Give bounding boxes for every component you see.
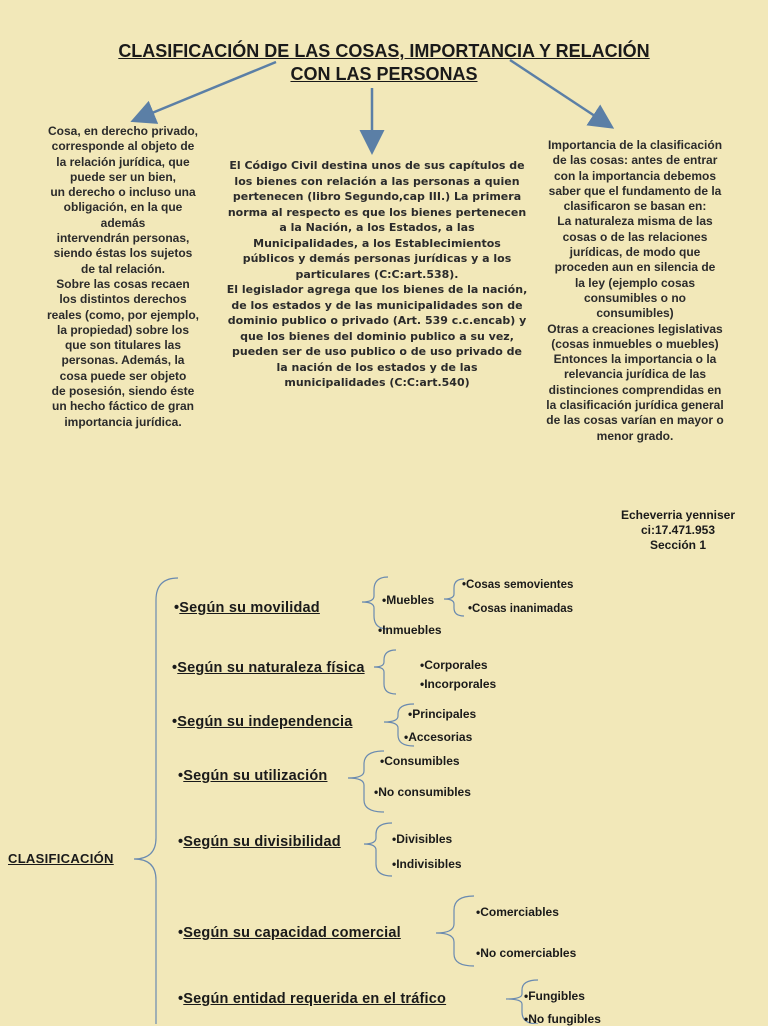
- bullet: •: [178, 991, 184, 1007]
- category-label: Según su naturaleza física: [177, 660, 365, 676]
- classification-root: CLASIFICACIÓN: [8, 851, 114, 866]
- brace-divisibilidad: [364, 823, 392, 876]
- item-principales: •Principales: [408, 707, 477, 721]
- page-title: CLASIFICACIÓN DE LAS COSAS, IMPORTANCIA Y RELACIÓN CON LAS PERSONAS: [118, 41, 650, 84]
- brace-naturaleza: [374, 650, 396, 694]
- main-brace: [134, 578, 178, 1024]
- category-naturaleza: [172, 660, 365, 676]
- bullet: •: [178, 925, 184, 941]
- author-section: Sección 1: [649, 538, 707, 552]
- category-trafico: [178, 991, 446, 1007]
- category-label: Según su capacidad comercial: [183, 925, 401, 941]
- category-movilidad: [174, 600, 320, 616]
- category-comercial: [178, 925, 401, 941]
- item-no-comerciables: •No comerciables: [476, 946, 577, 960]
- item-cosas-inanimadas: •Cosas inanimadas: [468, 603, 574, 615]
- bullet: •: [172, 714, 178, 730]
- item-indivisibles: •Indivisibles: [392, 857, 462, 871]
- brace-muebles: [444, 579, 464, 616]
- category-label: Según su independencia: [177, 714, 353, 730]
- item-fungibles: •Fungibles: [524, 989, 585, 1003]
- item-accesorias: •Accesorias: [404, 730, 473, 744]
- item-inmuebles: •Inmuebles: [378, 623, 442, 637]
- bullet: •: [178, 834, 184, 850]
- category-divisibilidad: [178, 834, 341, 850]
- item-no-fungibles: •No fungibles: [524, 1012, 601, 1026]
- category-label: Según su divisibilidad: [183, 834, 341, 850]
- item-incorporales: •Incorporales: [420, 677, 497, 691]
- category-independencia: [172, 714, 353, 730]
- definition-text: Cosa, en derecho privado, corresponde al objeto de la relación jurídica, que puede ser un bien, un derecho o incluso una obligación, en la que además intervendrán personas, siendo éstas los sujetos de tal relación. Sobre las cosas recaen los distintos derechos reales (como, por ejemplo, la propiedad) sobre los que son titulares las personas. Además, la cosa puede ser objeto de posesión, siendo éste un hecho fáctico de gran importancia jurídica.: [46, 124, 200, 429]
- importance-text: Importancia de la clasificación de las cosas: antes de entrar con la importancia debemos saber que el fundamento de la clasificaron se basan en: La naturaleza misma de las cosas o de las relaciones jurídicas, de modo que proceden aun en silencia de la ley (ejemplo cosas consumibles o no consumibles) Otras a creaciones legislativas (cosas inmuebles o muebles) Entonces la importancia o la relevancia jurídica de las distinciones comprendidas en la clasificación jurídica general de las cosas varían en mayor o menor grado.: [546, 138, 724, 443]
- item-corporales: •Corporales: [420, 658, 488, 672]
- category-label: Según entidad requerida en el tráfico: [183, 991, 447, 1007]
- category-label: Según su utilización: [183, 768, 328, 784]
- category-utilizacion: [178, 768, 327, 784]
- item-consumibles: •Consumibles: [380, 754, 460, 768]
- brace-utilizacion: [348, 751, 384, 812]
- item-cosas-semovientes: •Cosas semovientes: [462, 579, 574, 591]
- civil-code-text: El Código Civil destina unos de sus capítulos de los bienes con relación a las personas a quien pertenecen (libro Segundo,cap III.) La primera norma al respecto es que los bienes pertenecen a la Nación, a los Estados, a las Municipalidades, a los Establecimientos públicos y demás personas jurídicas y a los particulares (C:C:art.538). El legislador agrega que los bienes de la nación, de los estados y de las municipalidades son de dominio publico o privado (Art. 539 c.c.encab) y que los bienes del dominio publico a su vez, pueden ser de uso publico o de uso privado de la nación de los estados y de las municipalidades (C:C:art.540): [226, 159, 528, 389]
- author-name: Echeverria yenniser: [620, 508, 736, 522]
- brace-comercial: [436, 896, 474, 966]
- item-comerciables: •Comerciables: [476, 905, 559, 919]
- item-muebles: •Muebles: [382, 593, 435, 607]
- author-block: [598, 508, 758, 553]
- category-label: Según su movilidad: [179, 600, 320, 616]
- item-divisibles: •Divisibles: [392, 832, 453, 846]
- bullet: •: [172, 660, 178, 676]
- bullet: •: [178, 768, 184, 784]
- author-ci: ci:17.471.953: [640, 523, 716, 537]
- item-no-consumibles: •No consumibles: [374, 785, 471, 799]
- bullet: •: [174, 600, 180, 616]
